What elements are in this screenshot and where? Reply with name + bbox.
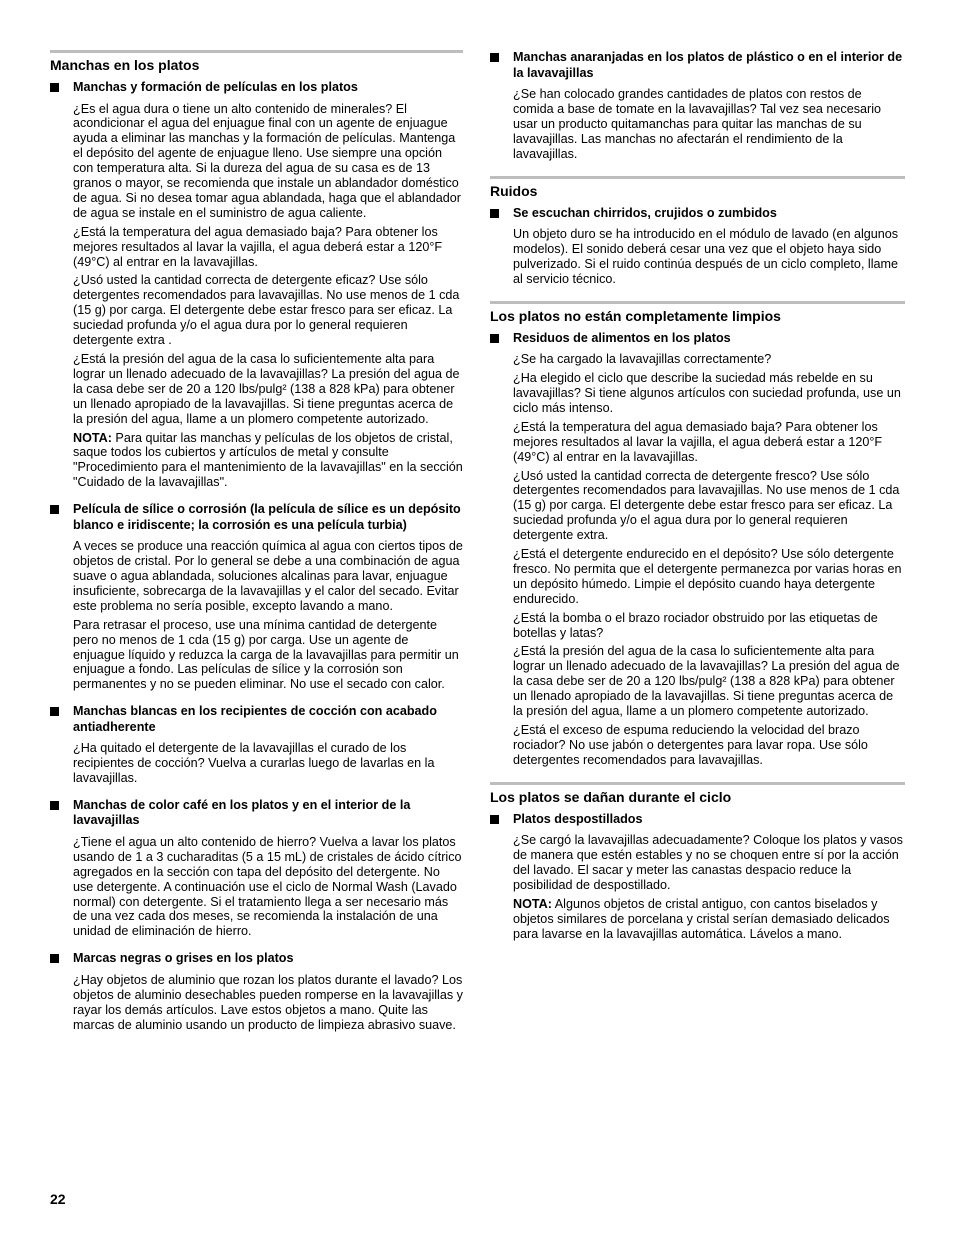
left-column <box>50 50 463 1036</box>
paragraph: ¿Está la presión del agua de la casa lo suficientemente alta para lograr un llenado adecuado de la lavavajillas? La presión del agua de la casa debe ser de 20 a 120 lbs/pulg² (138 a 828 kPa) para obtener un llenado apropiado de la lavavajillas. Si tiene preguntas acerca de la presión del agua, llame a un plomero competente autorizado. <box>513 644 900 719</box>
subheading-text: Manchas de color café en los platos y en el interior de la lavavajillas <box>73 797 411 828</box>
square-bullet-icon <box>50 954 59 963</box>
square-bullet-icon <box>50 83 59 92</box>
page-number: 22 <box>50 1191 66 1207</box>
subheading-text: Manchas y formación de películas en los platos <box>73 80 358 94</box>
paragraph: ¿Hay objetos de aluminio que rozan los platos durante el lavado? Los objetos de aluminio desechables pueden romperse en la lavavajillas y rayar los demás artículos. Lave estos objetos a mano. Quite las marcas de aluminio usando un producto de limpieza abrasivo suave. <box>73 972 463 1032</box>
subheading-despostillados <box>490 812 905 828</box>
paragraph: ¿Está la temperatura del agua demasiado baja? Para obtener los mejores resultados al lavar la vajilla, el agua deberá estar a 120°F (49°C) al entrar en la lavavajillas. <box>73 224 443 269</box>
section-heading-ruidos: Ruidos <box>490 176 905 200</box>
note-label: NOTA: <box>73 430 112 445</box>
square-bullet-icon <box>490 334 499 343</box>
paragraph: ¿Está la temperatura del agua demasiado baja? Para obtener los mejores resultados al lavar la vajilla, el agua deberá estar a 120°F (49°C) al entrar en la lavavajillas. <box>513 419 883 464</box>
paragraph: ¿Está la bomba o el brazo rociador obstruido por las etiquetas de botellas y latas? <box>513 610 878 640</box>
paragraph: ¿Está la presión del agua de la casa lo suficientemente alta para lograr un llenado adecuado de la lavavajillas? La presión del agua de la casa debe ser de 20 a 120 lbs/pulg² (138 a 828 kPa) para obtener un llenado apropiado de la lavavajillas. Si tiene preguntas acerca de la presión del agua, llame a un plomero competente autorizado. <box>73 352 460 426</box>
paragraph: ¿Usó usted la cantidad correcta de detergente eficaz? Use sólo detergentes recomendados para lavavajillas. No use menos de 1 cda (15 g) por carga. El detergente debe estar fresco para ser eficaz. La suciedad profunda y/o el agua dura por lo general requieren detergente extra . <box>73 273 460 348</box>
subheading-text: Se escuchan chirridos, crujidos o zumbidos <box>513 205 777 220</box>
subheading-manchas-blancas <box>50 704 463 735</box>
note-text: Para quitar las manchas y películas de los objetos de cristal, saque todos los cubiertos y artículos de metal y consulte "Procedimiento para el mantenimiento de la lavavajillas" en la sección "Cuidado de la lavavajillas". <box>73 430 463 490</box>
square-bullet-icon <box>50 505 59 514</box>
subheading-residuos <box>490 331 905 347</box>
note-text: Algunos objetos de cristal antiguo, con cantos biselados y objetos similares de porcelana y cristal serían demasiado delicados para lavarse en la lavavajillas automática. Lávelos a mano. <box>513 896 890 941</box>
subheading-text: Manchas anaranjadas en los platos de plástico o en el interior de la lavavajillas <box>513 50 903 80</box>
paragraph: ¿Ha quitado el detergente de la lavavajillas el curado de los recipientes de cocción? Vuelva a curarlas luego de lavarlas en la lavavajillas. <box>73 741 435 786</box>
subheading-marcas-negras <box>50 951 463 967</box>
square-bullet-icon <box>490 209 499 218</box>
section-heading-manchas: Manchas en los platos <box>50 50 463 74</box>
paragraph: ¿Se han colocado grandes cantidades de platos con restos de comida a base de tomate en la lavavajillas? Tal vez sea necesario usar un producto quitamanchas para quitar las manchas de su lavavajillas. Las manchas no afectarán el rendimiento de la lavavajillas. <box>513 87 881 161</box>
paragraph: ¿Tiene el agua un alto contenido de hierro? Vuelva a lavar los platos usando de 1 a 3 cucharaditas (5 a 15 mL) de cristales de ácido cítrico agregados en la sección con tapa del depósito del detergente. No use detergente. A continuación use el ciclo de Normal Wash (Lavado normal) con detergente. Si el tratamiento llega a ser necesario más de una vez cada dos meses, se recomienda la instalación de una unidad de eliminación de hierro. <box>73 834 462 939</box>
subheading-manchas-anaranjadas <box>490 50 905 81</box>
paragraph: Para retrasar el proceso, use una mínima cantidad de detergente pero no menos de 1 cda (15 g) por carga. Use un agente de enjuague líquido y reduzca la carga de la lavavajillas para permitir un enjuague a fondo. Las películas de sílice y la corrosión son permanentes y no se pueden eliminar. No use el secado con calor. <box>73 617 459 692</box>
subheading-text: Manchas blancas en los recipientes de cocción con acabado antiadherente <box>73 704 437 734</box>
note-label: NOTA: <box>513 896 552 911</box>
section-heading-no-limpios: Los platos no están completamente limpios <box>490 301 905 325</box>
square-bullet-icon <box>490 815 499 824</box>
subheading-text: Residuos de alimentos en los platos <box>513 330 731 345</box>
subheading-silice-corrosion <box>50 502 463 533</box>
paragraph: ¿Se cargó la lavavajillas adecuadamente? Coloque los platos y vasos de manera que estén estables y no se choquen entre sí por la acción del lavado. El sacar y meter las canastas despacio reduce la posibilidad de despostillado. <box>513 833 903 892</box>
section-heading-se-danan: Los platos se dañan durante el ciclo <box>490 782 905 806</box>
paragraph: ¿Es el agua dura o tiene un alto contenido de minerales? El acondicionar el agua del enjuague final con un agente de enjuague ayuda a eliminar las manchas y la formación de películas. Mantenga el depósito del agente de enjuague lleno. Use siempre una opción con temperatura alta. Si la dureza del agua de su casa es de 13 granos o mayor, se recomienda que instale un ablandador doméstico de agua. Si no desea tomar agua ablandada, haga que el ablandador de agua se instale en el suministro de agua caliente. <box>73 101 461 220</box>
paragraph: ¿Usó usted la cantidad correcta de detergente fresco? Use sólo detergentes recomendados para lavavajillas. No use menos de 1 cda (15 g) por carga. El detergente debe estar fresco para ser eficaz. La suciedad profunda y/o el agua dura por lo general requieren detergente extra. <box>513 468 900 543</box>
note-paragraph <box>490 897 905 942</box>
square-bullet-icon <box>490 53 499 62</box>
paragraph: A veces se produce una reacción química al agua con ciertos tipos de objetos de cristal. Por lo general se debe a una combinación de agua suave o agua ablandada, soluciones alcalinas para lavar, enjuague insuficiente, sobrecarga de la lavavajillas y el calor del secado. Evitar este problema no sería posible, excepto lavando a mano. <box>73 539 463 613</box>
paragraph: ¿Ha elegido el ciclo que describe la suciedad más rebelde en su lavavajillas? Si tiene algunos artículos con suciedad profunda, use un ciclo más intenso. <box>513 371 901 415</box>
paragraph: ¿Se ha cargado la lavavajillas correctamente? <box>513 352 772 367</box>
subheading-manchas-cafe <box>50 798 463 829</box>
subheading-text: Película de sílice o corrosión (la película de sílice es un depósito blanco e iridiscente; la corrosión es una película turbia) <box>73 502 461 532</box>
square-bullet-icon <box>50 707 59 716</box>
note-paragraph <box>50 431 463 491</box>
square-bullet-icon <box>50 801 59 810</box>
subheading-chirridos <box>490 206 905 222</box>
subheading-manchas-peliculas <box>50 80 463 96</box>
subheading-text: Marcas negras o grises en los platos <box>73 951 294 966</box>
paragraph: ¿Está el detergente endurecido en el depósito? Use sólo detergente fresco. No permita que el detergente permanezca por varias horas en un depósito húmedo. Limpie el depósito cuando haya detergente endurecido. <box>513 547 902 606</box>
subheading-text: Platos despostillados <box>513 811 643 826</box>
paragraph: ¿Está el exceso de espuma reduciendo la velocidad del brazo rociador? No use jabón o detergentes para lavar ropa. Use sólo detergentes recomendados para lavavajillas. <box>513 723 868 767</box>
right-column <box>490 50 905 946</box>
paragraph: Un objeto duro se ha introducido en el módulo de lavado (en algunos modelos). El sonido deberá cesar una vez que el objeto haya sido pulverizado. Si el ruido continúa después de un ciclo completo, llame al servicio técnico. <box>513 227 899 286</box>
